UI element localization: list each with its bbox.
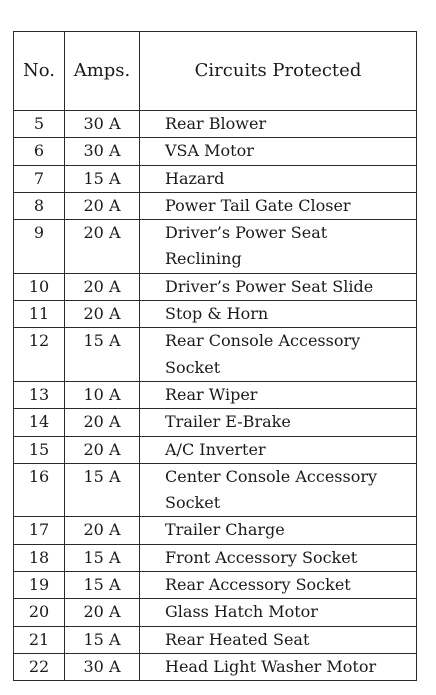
fuse-number: 10 [14,273,65,300]
circuit-line: VSA Motor [165,141,254,161]
fuse-amperage: 30 A [65,111,140,138]
fuse-number: 11 [14,301,65,328]
table-row [14,192,417,219]
circuit-protected [140,301,417,328]
table-row [14,653,417,680]
table-row [14,409,417,436]
fuse-amperage: 30 A [65,653,140,680]
table-row [14,599,417,626]
circuit-line: Front Accessory Socket [165,547,358,567]
circuit-protected [140,138,417,165]
circuit-protected [140,381,417,408]
table-row [14,463,417,517]
header-no: No. [14,32,65,111]
circuit-protected [140,544,417,571]
circuit-line: Hazard [165,168,225,188]
table-row [14,381,417,408]
fuse-number: 5 [14,111,65,138]
fuse-number: 6 [14,138,65,165]
circuit-line: Trailer E-Brake [165,412,291,432]
fuse-number: 18 [14,544,65,571]
fuse-number: 19 [14,572,65,599]
circuit-line: Head Light Washer Motor [165,656,377,676]
fuse-amperage: 10 A [65,381,140,408]
table-row [14,572,417,599]
circuit-line: Socket [165,493,221,513]
fuse-amperage: 20 A [65,273,140,300]
table-row [14,544,417,571]
circuit-protected [140,517,417,544]
fuse-amperage: 20 A [65,301,140,328]
table-row [14,436,417,463]
circuit-protected [140,328,417,382]
circuit-line: Center Console Accessory [165,466,378,486]
table-row [14,301,417,328]
table-row [14,111,417,138]
fuse-number: 14 [14,409,65,436]
circuit-line: Driver’s Power Seat [165,223,328,243]
circuit-protected [140,572,417,599]
fuse-number: 20 [14,599,65,626]
fuse-amperage: 30 A [65,138,140,165]
fuse-amperage: 15 A [65,626,140,653]
header-circuits-protected: Circuits Protected [140,32,417,111]
circuit-protected [140,653,417,680]
fuse-amperage: 20 A [65,599,140,626]
fuse-number: 7 [14,165,65,192]
circuit-protected [140,599,417,626]
circuit-protected [140,273,417,300]
fuse-amperage: 20 A [65,192,140,219]
table-row [14,328,417,382]
fuse-amperage: 15 A [65,165,140,192]
fuse-amperage: 20 A [65,220,140,274]
circuit-line: Power Tail Gate Closer [165,195,351,215]
circuit-protected [140,409,417,436]
fuse-number: 21 [14,626,65,653]
circuit-line: Socket [165,357,221,377]
fuse-number: 22 [14,653,65,680]
circuit-protected [140,192,417,219]
fuse-number: 12 [14,328,65,382]
fuse-amperage: 15 A [65,328,140,382]
circuit-protected [140,111,417,138]
circuit-line: Driver’s Power Seat Slide [165,276,374,296]
fuse-number: 9 [14,220,65,274]
table-row [14,165,417,192]
circuit-line: A/C Inverter [165,439,266,459]
fuse-table [13,31,417,681]
table-row [14,626,417,653]
fuse-amperage: 20 A [65,409,140,436]
table-header [14,32,417,111]
table-row [14,517,417,544]
circuit-line: Rear Wiper [165,384,258,404]
circuit-protected [140,463,417,517]
circuit-line: Stop & Horn [165,304,269,324]
circuit-protected [140,436,417,463]
fuse-amperage: 20 A [65,436,140,463]
fuse-number: 8 [14,192,65,219]
fuse-amperage: 15 A [65,463,140,517]
table-row [14,273,417,300]
fuse-number: 17 [14,517,65,544]
circuit-line: Glass Hatch Motor [165,602,318,622]
circuit-line: Rear Console Accessory [165,331,361,351]
circuit-line: Rear Accessory Socket [165,575,351,595]
fuse-amperage: 15 A [65,572,140,599]
fuse-number: 16 [14,463,65,517]
table-row [14,220,417,274]
fuse-amperage: 20 A [65,517,140,544]
circuit-line: Rear Blower [165,114,267,133]
header-amps: Amps. [65,32,140,111]
fuse-amperage: 15 A [65,544,140,571]
circuit-protected [140,165,417,192]
fuse-number: 15 [14,436,65,463]
fuse-number: 13 [14,381,65,408]
header-row [14,32,417,111]
circuit-line: Reclining [165,249,242,269]
circuit-protected [140,626,417,653]
table-body [14,111,417,681]
circuit-line: Rear Heated Seat [165,629,310,649]
circuit-protected [140,220,417,274]
table-row [14,138,417,165]
circuit-line: Trailer Charge [165,520,285,540]
